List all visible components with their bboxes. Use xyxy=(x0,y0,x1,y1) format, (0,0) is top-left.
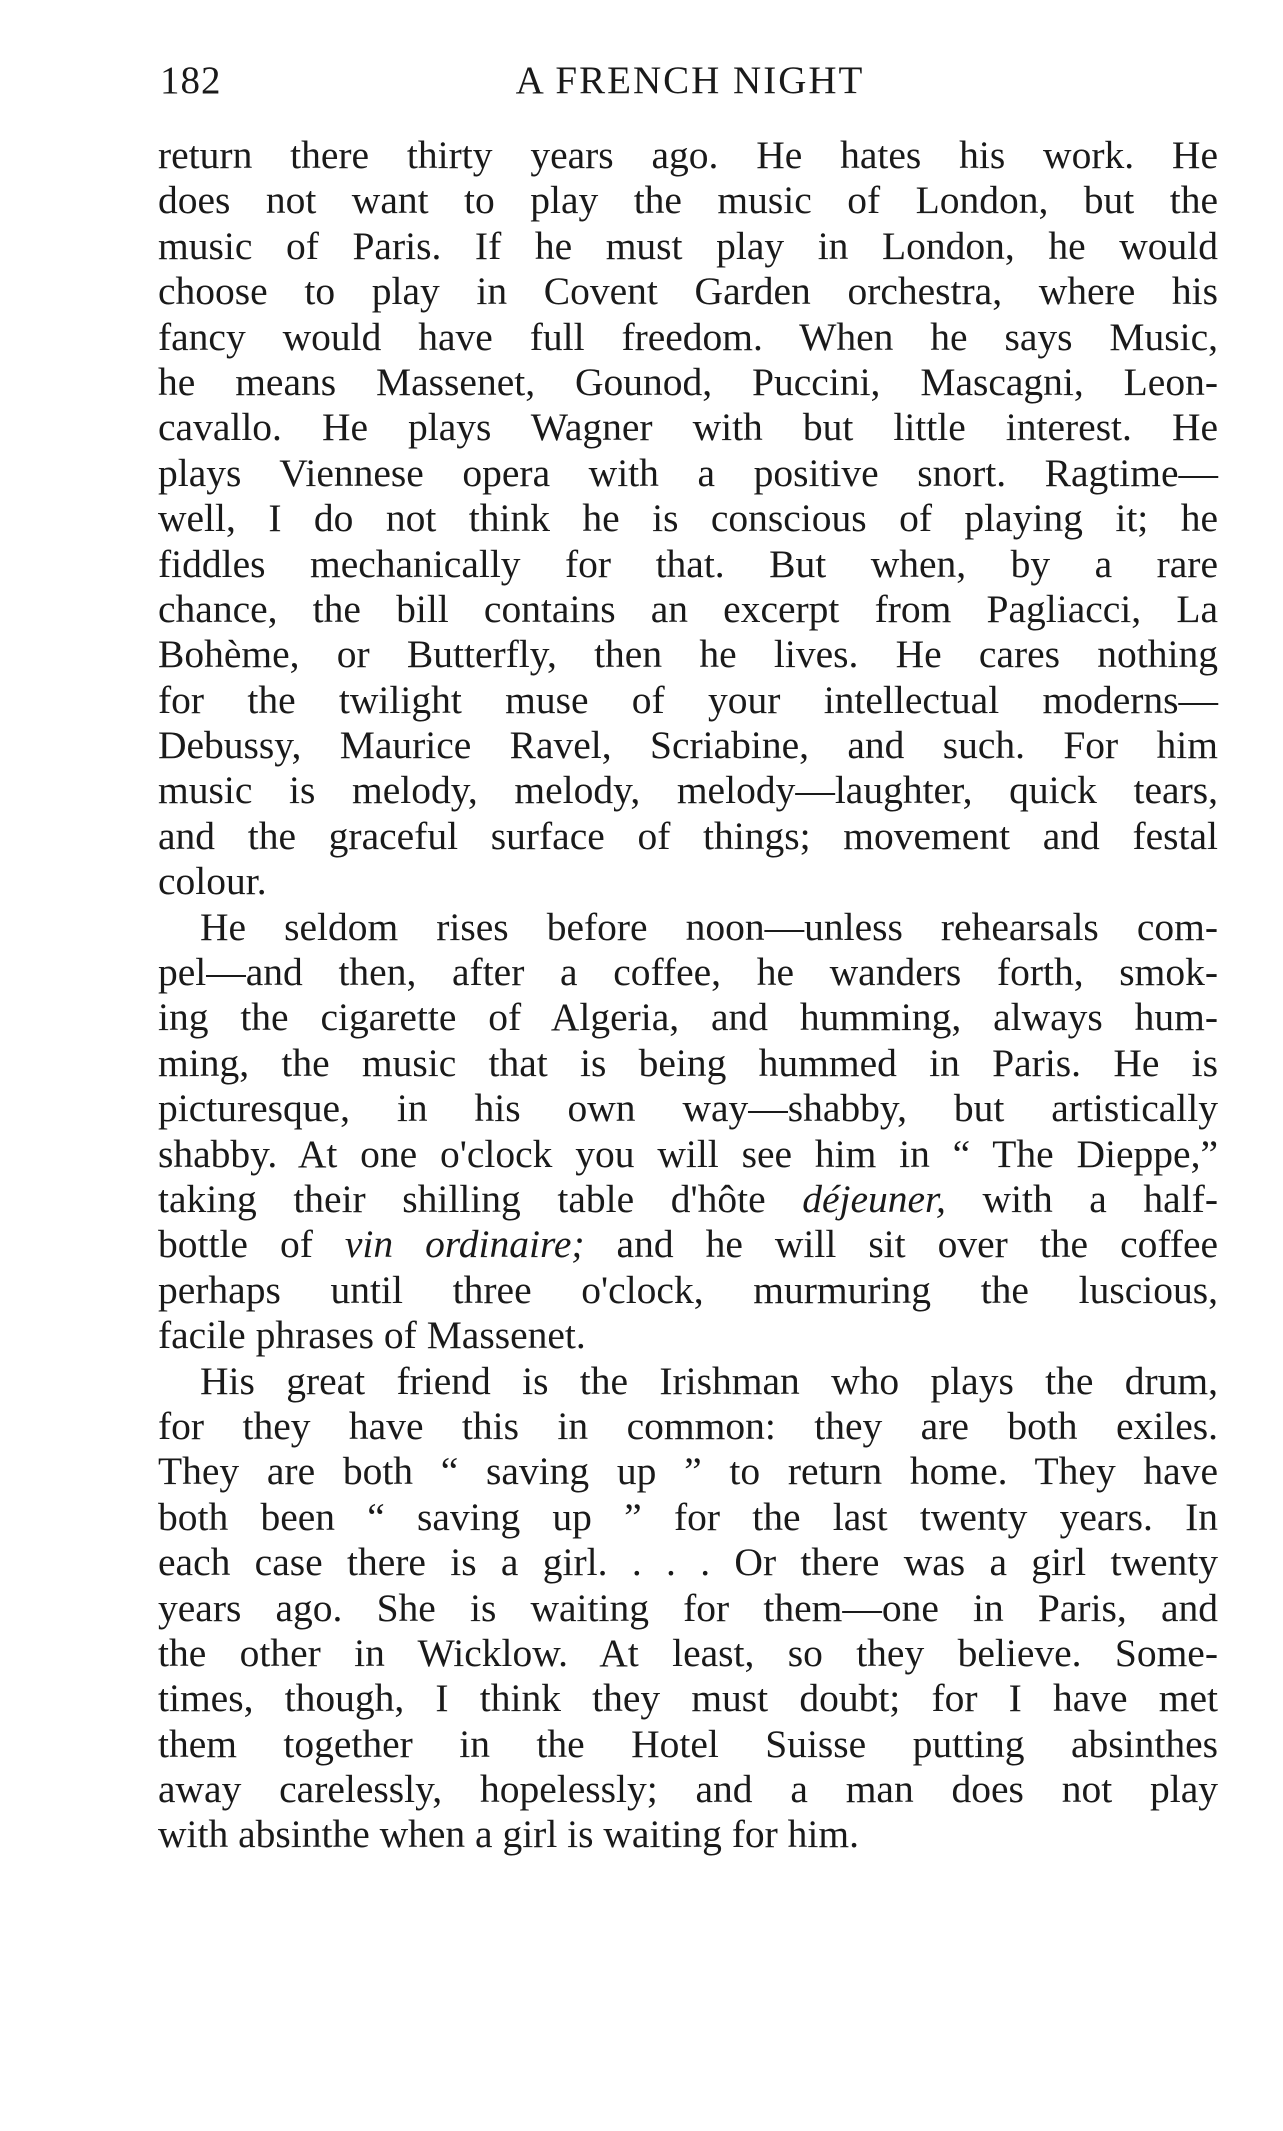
text-line: music is melody, melody, melody—laughter, quick tears, xyxy=(158,768,1218,813)
text-line: with absinthe when a girl is waiting for him. xyxy=(158,1812,860,1857)
text-line: fiddles mechanically for that. But when, by a rare xyxy=(158,541,1218,586)
text-line: well, I do not think he is conscious of playing it; he xyxy=(158,496,1218,541)
text-line: facile phrases of Massenet. xyxy=(158,1313,586,1358)
text-line-mixed xyxy=(158,1177,1218,1222)
text-line: for the twilight muse of your intellectual moderns— xyxy=(158,677,1218,722)
text-line: plays Viennese opera with a positive snort. Ragtime— xyxy=(158,450,1218,495)
text-line: cavallo. He plays Wagner with but little interest. He xyxy=(158,405,1218,450)
text-line: the other in Wicklow. At least, so they believe. Some- xyxy=(158,1630,1218,1675)
text-line: choose to play in Covent Garden orchestra, where his xyxy=(158,269,1218,314)
text-run: bottle of xyxy=(158,1222,345,1267)
text-line: They are both “ saving up ” to return home. They have xyxy=(158,1449,1218,1494)
paragraph-1 xyxy=(158,133,1218,905)
text-line: years ago. She is waiting for them—one in Paris, and xyxy=(158,1585,1218,1630)
text-line: picturesque, in his own way—shabby, but artistically xyxy=(158,1086,1218,1131)
running-head xyxy=(160,58,1220,114)
text-line: shabby. At one o'clock you will see him in “ The Dieppe,” xyxy=(158,1131,1218,1176)
page-number: 182 xyxy=(160,59,222,102)
text-line: His great friend is the Irishman who plays the drum, xyxy=(200,1358,1218,1403)
page-title: A FRENCH NIGHT xyxy=(515,59,865,102)
text-line: and the graceful surface of things; movement and festal xyxy=(158,813,1218,858)
text-line: perhaps until three o'clock, murmuring the luscious, xyxy=(158,1267,1218,1312)
text-run: taking their shilling table d'hôte xyxy=(158,1176,803,1221)
text-line: Debussy, Maurice Ravel, Scriabine, and such. For him xyxy=(158,723,1218,768)
text-line: for they have this in common: they are both exiles. xyxy=(158,1403,1218,1448)
text-line: Bohème, or Butterfly, then he lives. He cares nothing xyxy=(158,632,1218,677)
paragraph-2 xyxy=(158,905,1218,1359)
text-line: away carelessly, hopelessly; and a man does not play xyxy=(158,1767,1218,1812)
text-line: He seldom rises before noon—unless rehearsals com- xyxy=(200,904,1218,949)
text-line: times, though, I think they must doubt; for I have met xyxy=(158,1676,1218,1721)
paragraph-3 xyxy=(158,1359,1218,1858)
text-line: fancy would have full freedom. When he says Music, xyxy=(158,314,1218,359)
text-line: does not want to play the music of London, but the xyxy=(158,178,1218,223)
text-line: return there thirty years ago. He hates his work. He xyxy=(158,133,1218,177)
text-line: colour. xyxy=(158,859,267,904)
text-line: each case there is a girl. . . . Or there was a girl twenty xyxy=(158,1540,1218,1585)
text-line: chance, the bill contains an excerpt from Pagliacci, La xyxy=(158,586,1218,631)
body-text xyxy=(158,133,1218,1858)
text-line: both been “ saving up ” for the last twenty years. In xyxy=(158,1494,1218,1539)
text-line-mixed xyxy=(158,1222,1218,1267)
text-line: them together in the Hotel Suisse putting absinthes xyxy=(158,1721,1218,1766)
text-line: music of Paris. If he must play in London, he would xyxy=(158,223,1218,268)
text-line: he means Massenet, Gounod, Puccini, Mascagni, Leon- xyxy=(158,359,1218,404)
italic-word: déjeuner, xyxy=(802,1176,946,1221)
text-run: and he will sit over the coffee xyxy=(584,1222,1219,1267)
italic-phrase: vin ordinaire; xyxy=(344,1222,585,1267)
text-run: with a half- xyxy=(945,1176,1218,1221)
text-line: ing the cigarette of Algeria, and humming, always hum- xyxy=(158,995,1218,1040)
text-line: pel—and then, after a coffee, he wanders forth, smok- xyxy=(158,950,1218,995)
text-line: ming, the music that is being hummed in Paris. He is xyxy=(158,1040,1218,1085)
